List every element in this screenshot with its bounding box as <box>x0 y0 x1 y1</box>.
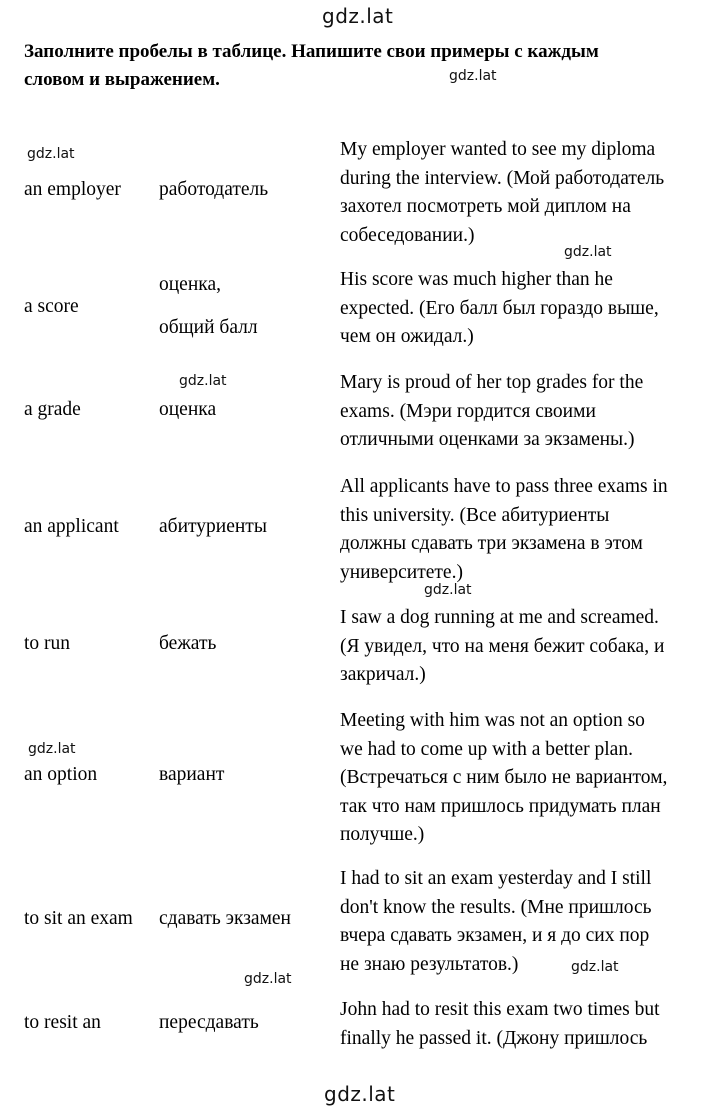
example-line: John had to resit this exam two times but <box>340 999 660 1020</box>
example-line: His score was much higher than he <box>340 269 613 290</box>
example-line: this university. (Все абитуриенты <box>340 504 610 526</box>
example-line: получше.) <box>340 824 425 845</box>
example-line: during the interview. (Мой работодатель <box>340 167 665 189</box>
example-line: I had to sit an exam yesterday and I still <box>340 868 652 889</box>
example-line: don't know the results. (Мне пришлось <box>340 896 652 918</box>
translation-cell: общий балл <box>159 317 258 338</box>
translation-cell: абитуриенты <box>159 516 267 537</box>
example-line: университете.) <box>340 561 463 583</box>
example-cell <box>340 473 710 587</box>
example-line: должны сдавать три экзамена в этом <box>340 533 643 554</box>
example-cell <box>340 865 710 979</box>
example-line: вчера сдавать экзамен, и я до сих пор <box>340 925 650 946</box>
example-cell <box>340 604 710 690</box>
example-line: чем он ожидал.) <box>340 326 474 347</box>
watermark: gdz.lat <box>28 741 76 757</box>
example-line: захотел посмотреть мой диплом на <box>340 196 631 217</box>
example-line: I saw a dog running at me and screamed. <box>340 607 659 628</box>
example-cell <box>340 266 710 352</box>
translation-cell: работодатель <box>159 179 269 200</box>
watermark: gdz.lat <box>27 146 75 162</box>
term-cell: an employer <box>24 179 121 200</box>
example-line: так что нам пришлось придумать план <box>340 795 661 817</box>
watermark: gdz.lat <box>571 959 619 975</box>
term-cell: an applicant <box>24 516 119 537</box>
translation-cell: сдавать экзамен <box>159 908 291 929</box>
watermark: gdz.lat <box>564 244 612 260</box>
example-line: we had to come up with a better plan. <box>340 738 633 760</box>
example-line: finally he passed it. (Джону пришлось <box>340 1027 648 1049</box>
example-cell <box>340 369 710 455</box>
translation-cell: вариант <box>159 764 225 785</box>
task-heading-line: словом и выражением. <box>24 69 220 90</box>
example-line: (Встречаться с ним было не вариантом, <box>340 767 668 788</box>
example-line: Meeting with him was not an option so <box>340 710 645 731</box>
term-cell: a score <box>24 296 79 317</box>
term-cell: an option <box>24 764 98 785</box>
example-line: expected. (Его балл был гораздо выше, <box>340 297 659 319</box>
example-line: отличными оценками за экзамены.) <box>340 429 635 450</box>
example-line: Mary is proud of her top grades for the <box>340 372 644 393</box>
example-cell <box>340 136 710 250</box>
watermark-bottom: gdz.lat <box>324 1082 396 1106</box>
term-cell: to run <box>24 633 71 654</box>
example-line: закричал.) <box>340 664 426 685</box>
example-cell <box>340 707 710 850</box>
watermark: gdz.lat <box>449 68 497 84</box>
example-line: exams. (Мэри гордится своими <box>340 400 596 422</box>
example-cell <box>340 996 710 1053</box>
translation-cell: оценка, <box>159 274 221 295</box>
example-line: All applicants have to pass three exams in <box>340 476 668 497</box>
example-line: My employer wanted to see my diploma <box>340 139 656 160</box>
task-heading <box>24 38 704 94</box>
watermark: gdz.lat <box>244 971 292 987</box>
translation-cell: пересдавать <box>159 1012 259 1033</box>
watermark-top: gdz.lat <box>322 4 394 28</box>
example-line: собеседовании.) <box>340 224 475 246</box>
example-line: (Я увидел, что на меня бежит собака, и <box>340 635 665 657</box>
term-cell: to sit an exam <box>24 908 133 929</box>
translation-cell: бежать <box>159 633 217 654</box>
example-line: не знаю результатов.) <box>340 953 519 975</box>
translation-cell: оценка <box>159 399 217 420</box>
task-heading-line: Заполните пробелы в таблице. Напишите свои примеры с каждым <box>24 41 599 62</box>
watermark: gdz.lat <box>424 582 472 598</box>
watermark: gdz.lat <box>179 373 227 389</box>
term-cell: to resit an <box>24 1012 101 1033</box>
term-cell: a grade <box>24 399 81 420</box>
